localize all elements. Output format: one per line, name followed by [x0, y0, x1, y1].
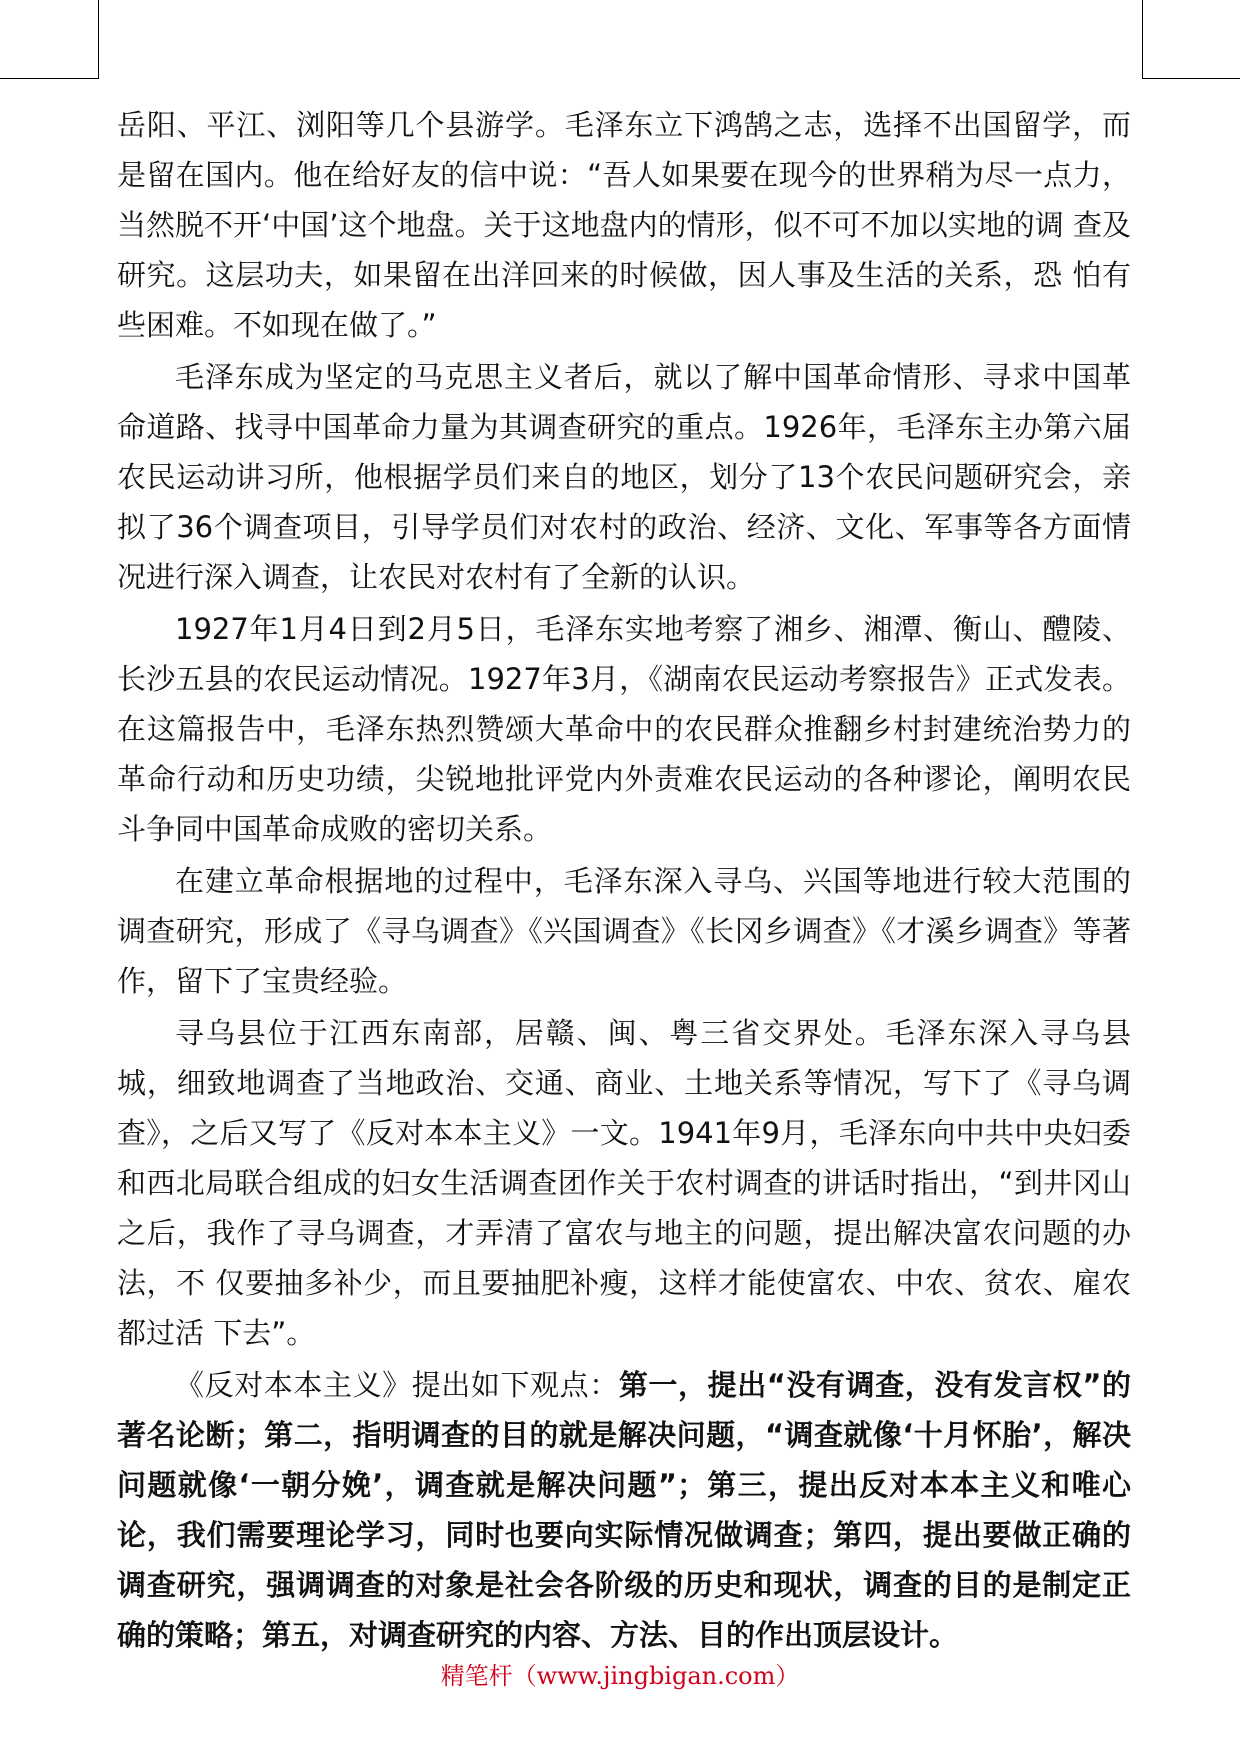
frame-top-right-horizontal	[1142, 78, 1240, 79]
frame-top-left-vertical	[98, 0, 99, 79]
frame-top-right-vertical	[1142, 0, 1143, 79]
paragraph-5: 寻乌县位于江西东南部，居赣、闽、粤三省交界处。毛泽东深入寻乌县城，细致地调查了当地政治、交通、商业、土地关系等情况，写下了《寻乌调查》，之后又写了《反对本本主义》一文。1941年9月，毛泽东向中共中央妇委和西北局联合组成的妇女生活调查团作关于农村调查的讲话时指出，“到井冈山之后，我作了寻乌调查，才弄清了富农与地主的问题，提出解决富农问题的办法，不 仅要抽多补少，而且要抽肥补瘦，这样才能使富农、中农、贫农、雇农都过活 下去”。	[117, 1016, 1131, 1350]
document-body	[117, 100, 1131, 1662]
paragraph-4: 在建立革命根据地的过程中，毛泽东深入寻乌、兴国等地进行较大范围的调查研究，形成了《寻乌调查》《兴国调查》《长冈乡调查》《才溪乡调查》等著作，留下了宝贵经验。	[117, 864, 1131, 998]
paragraph-6-bold: 第一，提出“没有调查，没有发言权”的著名论断；第二，指明调查的目的就是解决问题，“调查就像‘十月怀胎’，解决问题就像‘一朝分娩’，调查就是解决问题”；第三，提出反对本本主义和唯心论，我们需要理论学习，同时也要向实际情况做调查；第四，提出要做正确的调查研究，强调调查的对象是社会各阶级的历史和现状，调查的目的是制定正确的策略；第五，对调查研究的内容、方法、目的作出顶层设计。	[117, 1368, 1131, 1652]
paragraph-1: 岳阳、平江、浏阳等几个县游学。毛泽东立下鸿鹄之志，选择不出国留学，而 是留在国内。他在给好友的信中说：“吾人如果要在现今的世界稍为尽一点力， 当然脱不开‘中国’这个地盘。关于这地盘内的情形，似不可不加以实地的调 查及研究。这层功夫，如果留在出洋回来的时候做，因人事及生活的关系，恐 怕有些困难。不如现在做了。”	[117, 108, 1131, 342]
frame-top-left-horizontal	[0, 78, 98, 79]
paragraph-6	[117, 1360, 1131, 1660]
paragraph-3: 1927年1月4日到2月5日，毛泽东实地考察了湘乡、湘潭、衡山、醴陵、长沙五县的农民运动情况。1927年3月，《湖南农民运动考察报告》正式发表。在这篇报告中，毛泽东热烈赞颂大革命中的农民群众推翻乡村封建统治势力的革命行动和历史功绩，尖锐地批评党内外责难农民运动的各种谬论，阐明农民斗争同中国革命成败的密切关系。	[117, 612, 1131, 846]
paragraph-2: 毛泽东成为坚定的马克思主义者后，就以了解中国革命情形、寻求中国革命道路、找寻中国革命力量为其调查研究的重点。1926年，毛泽东主办第六届农民运动讲习所，他根据学员们来自的地区，划分了13个农民问题研究会，亲拟了36个调查项目，引导学员们对农村的政治、经济、文化、军事等各方面情况进行深入调查，让农民对农村有了全新的认识。	[117, 360, 1131, 594]
paragraph-6-lead: 《反对本本主义》提出如下观点：	[175, 1368, 619, 1402]
footer-watermark: 精笔杆（www.jingbigan.com）	[440, 1662, 800, 1690]
